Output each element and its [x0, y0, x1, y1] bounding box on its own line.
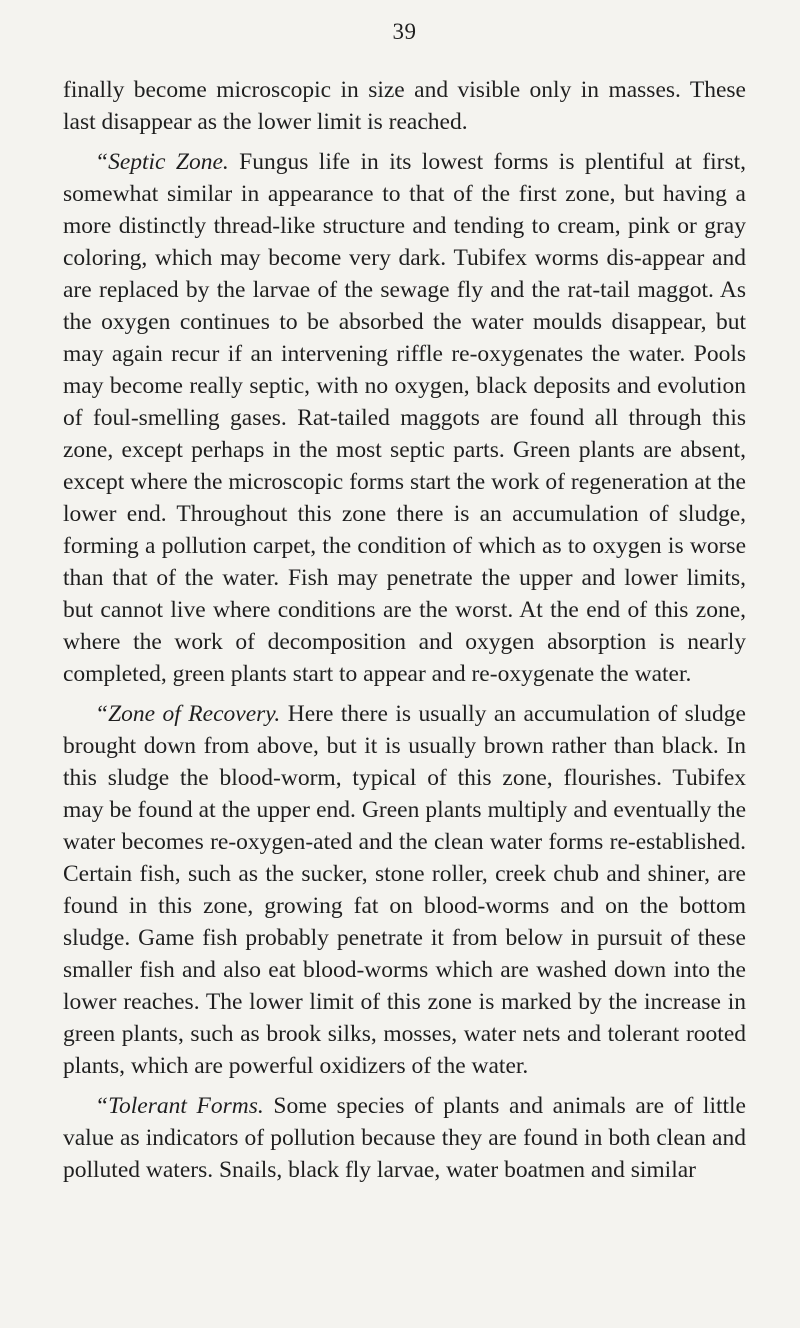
- paragraph-text: Some species of plants and animals are of little value as indicators of pollution because they are found in both clean and polluted waters. Snails, black fly larvae, water boatmen and similar: [63, 1093, 746, 1183]
- section-heading-tolerant-forms: “Tolerant Forms.: [95, 1093, 264, 1119]
- page-number: 39: [392, 19, 417, 44]
- paragraph-text: Here there is usually an accumulation of sludge brought down from above, but it is usually brown rather than black. In this sludge the blood-worm, typical of this zone, flourishes. Tubifex may be found at the upper end. Green plants multiply and eventually the water becomes re-oxygen-ated and the clean water forms re-established. Certain fish, such as the sucker, stone roller, creek chub and shiner, are found in this zone, growing fat on blood-worms and on the bottom sludge. Game fish probably penetrate it from below in pursuit of these smaller fish and also eat blood-worms which are washed down into the lower reaches. The lower limit of this zone is marked by the increase in green plants, such as brook silks, mosses, water nets and tolerant rooted plants, which are powerful oxidizers of the water.: [63, 701, 746, 1079]
- book-page: [63, 18, 746, 1194]
- section-heading-zone-of-recovery: “Zone of Recovery.: [95, 701, 281, 727]
- paragraph-zone-of-recovery: [63, 698, 746, 1082]
- paragraph-continuation: [63, 74, 746, 138]
- paragraph-tolerant-forms: [63, 1090, 746, 1186]
- paragraph-text: Fungus life in its lowest forms is plentiful at first, somewhat similar in appearance to that of the first zone, but having a more distinctly thread-like structure and tending to cream, pink or gray coloring, which may become very dark. Tubifex worms dis-appear and are replaced by the larvae of the sewage fly and the rat-tail maggot. As the oxygen continues to be absorbed the water moulds disappear, but may again recur if an intervening riffle re-oxygenates the water. Pools may become really septic, with no oxygen, black deposits and evolution of foul-smelling gases. Rat-tailed maggots are found all through this zone, except perhaps in the most septic parts. Green plants are absent, except where the microscopic forms start the work of regeneration at the lower end. Throughout this zone there is an accumulation of sludge, forming a pollution carpet, the condition of which as to oxygen is worse than that of the water. Fish may penetrate the upper and lower limits, but cannot live where conditions are the worst. At the end of this zone, where the work of decomposition and oxygen absorption is nearly completed, green plants start to appear and re-oxygenate the water.: [63, 149, 746, 687]
- paragraph-text: finally become microscopic in size and visible only in masses. These last disappear as the lower limit is reached.: [63, 77, 746, 135]
- section-heading-septic-zone: “Septic Zone.: [95, 149, 229, 175]
- paragraph-septic-zone: [63, 146, 746, 690]
